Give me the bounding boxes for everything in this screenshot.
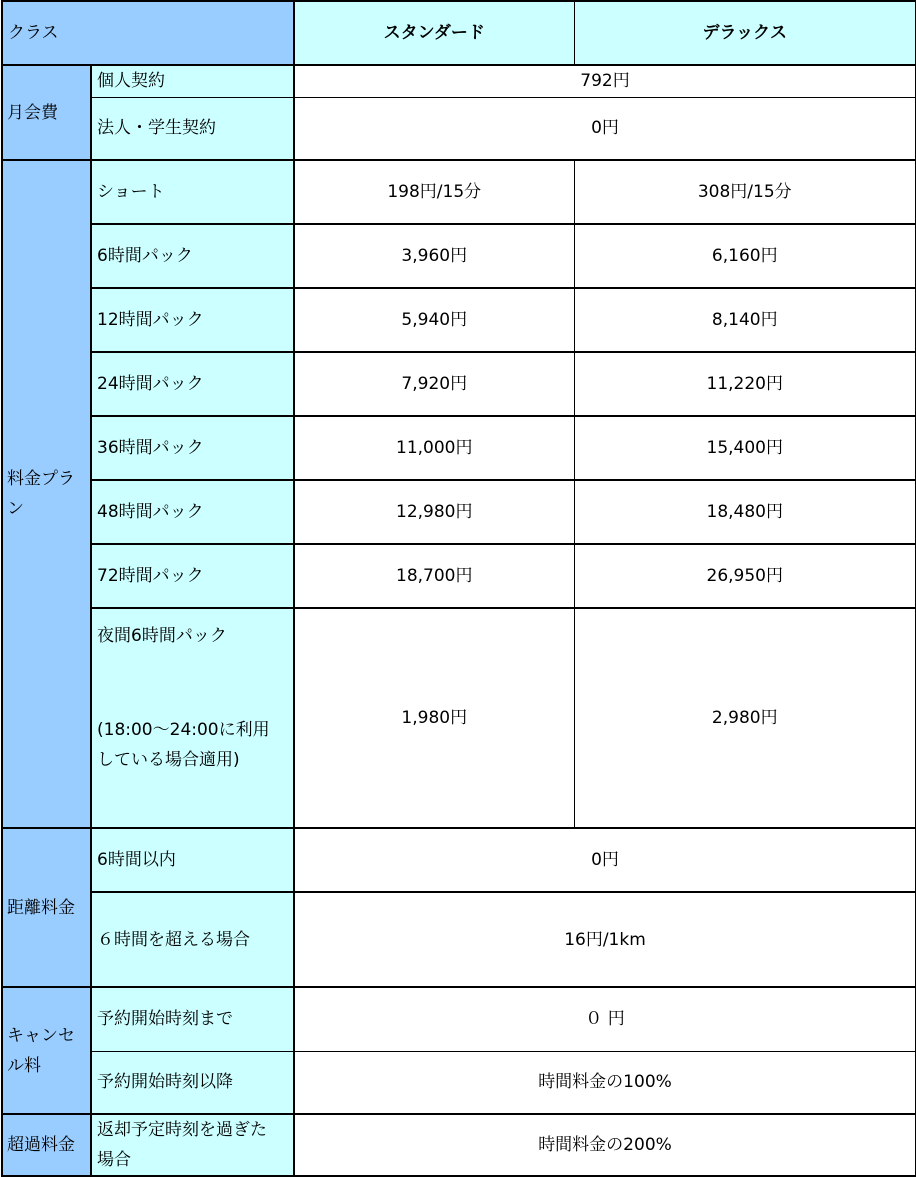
row-value: 0円 <box>294 97 916 160</box>
row-deluxe-value: 26,950円 <box>574 544 916 608</box>
table-row <box>2 987 916 1051</box>
overtime-category: 超過料金 <box>2 1114 91 1176</box>
row-deluxe-value: 6,160円 <box>574 224 916 288</box>
row-value: 時間料金の100% <box>294 1051 916 1114</box>
row-label: 個人契約 <box>91 65 294 97</box>
row-value: 792円 <box>294 65 916 97</box>
table-row <box>2 416 916 480</box>
row-standard-value: 3,960円 <box>294 224 574 288</box>
row-value: 0円 <box>294 828 916 892</box>
cancel-category-line2: ル料 <box>7 1055 41 1076</box>
table-row <box>2 160 916 224</box>
spacer <box>97 651 293 715</box>
table-row <box>2 224 916 288</box>
night-pack-label-line2: (18:00～24:00に利用 <box>97 720 270 740</box>
row-label: 48時間パック <box>91 480 294 544</box>
row-label: 法人・学生契約 <box>91 97 294 160</box>
row-value: 16円/1km <box>294 892 916 987</box>
header-row <box>2 1 916 65</box>
pricing-table <box>1 0 916 1177</box>
night-pack-label-line1: 夜間6時間パック <box>97 626 227 646</box>
plans-category-line1: 料金プラ <box>7 469 75 489</box>
table-row <box>2 97 916 160</box>
row-value: 時間料金の200% <box>294 1114 916 1176</box>
row-label: 6時間パック <box>91 224 294 288</box>
standard-header: スタンダード <box>294 1 574 65</box>
row-label: 12時間パック <box>91 288 294 352</box>
row-label: 24時間パック <box>91 352 294 416</box>
table-row <box>2 892 916 987</box>
night-pack-label-line3: している場合適用) <box>97 750 240 770</box>
row-label: 予約開始時刻まで <box>91 987 294 1051</box>
distance-category: 距離料金 <box>2 828 91 987</box>
cancel-category <box>2 987 91 1114</box>
table-row <box>2 608 916 828</box>
night-pack-label <box>91 608 294 828</box>
row-standard-value: 7,920円 <box>294 352 574 416</box>
row-label: 36時間パック <box>91 416 294 480</box>
overtime-label-line1: 返却予定時刻を過ぎた <box>97 1120 267 1140</box>
row-standard-value: 198円/15分 <box>294 160 574 224</box>
row-standard-value: 11,000円 <box>294 416 574 480</box>
table-row <box>2 480 916 544</box>
table-row <box>2 828 916 892</box>
row-value: ０ 円 <box>294 987 916 1051</box>
row-label: ショート <box>91 160 294 224</box>
table-row <box>2 352 916 416</box>
plans-category-line2: ン <box>7 499 24 519</box>
row-deluxe-value: 18,480円 <box>574 480 916 544</box>
row-standard-value: 5,940円 <box>294 288 574 352</box>
row-deluxe-value: 308円/15分 <box>574 160 916 224</box>
row-standard-value: 12,980円 <box>294 480 574 544</box>
row-label: 6時間以内 <box>91 828 294 892</box>
row-deluxe-value: 2,980円 <box>574 608 916 828</box>
deluxe-header: デラックス <box>574 1 916 65</box>
overtime-label <box>91 1114 294 1176</box>
row-standard-value: 1,980円 <box>294 608 574 828</box>
plans-category <box>2 160 91 828</box>
row-label: 72時間パック <box>91 544 294 608</box>
class-header: クラス <box>2 1 294 65</box>
overtime-label-line2: 場合 <box>97 1150 131 1170</box>
table-row <box>2 1114 916 1176</box>
row-deluxe-value: 8,140円 <box>574 288 916 352</box>
row-deluxe-value: 15,400円 <box>574 416 916 480</box>
table-row <box>2 544 916 608</box>
row-deluxe-value: 11,220円 <box>574 352 916 416</box>
row-standard-value: 18,700円 <box>294 544 574 608</box>
table-row <box>2 65 916 97</box>
cancel-category-line1: キャンセ <box>7 1025 75 1046</box>
row-label: ６時間を超える場合 <box>91 892 294 987</box>
row-label: 予約開始時刻以降 <box>91 1051 294 1114</box>
monthly-fee-category: 月会費 <box>2 65 91 160</box>
table-row <box>2 288 916 352</box>
table-row <box>2 1051 916 1114</box>
